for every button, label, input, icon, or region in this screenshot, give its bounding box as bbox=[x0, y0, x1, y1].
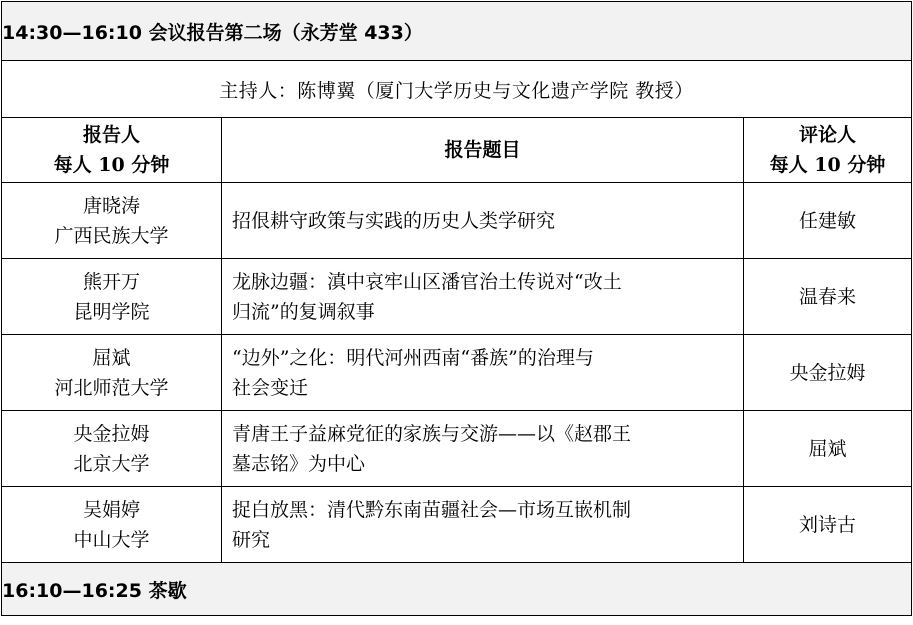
speaker-column-header bbox=[2, 118, 222, 183]
discussant-cell: 刘诗古 bbox=[744, 487, 912, 563]
program-table bbox=[1, 1, 912, 616]
speaker-cell bbox=[2, 335, 222, 411]
speaker-header-duration: 每人 10 分钟 bbox=[53, 154, 170, 176]
talk-row bbox=[2, 259, 912, 335]
speaker-affiliation: 河北师范大学 bbox=[54, 376, 169, 399]
discussant-cell: 央金拉姆 bbox=[744, 335, 912, 411]
break-row bbox=[2, 563, 912, 616]
column-header-row bbox=[2, 118, 912, 183]
chair-row bbox=[2, 61, 912, 118]
talk-title-cell bbox=[222, 183, 744, 259]
speaker-affiliation: 北京大学 bbox=[73, 452, 150, 475]
speaker-affiliation: 广西民族大学 bbox=[54, 224, 169, 247]
talk-title-line: 青唐王子益麻党征的家族与交游——以《赵郡王 bbox=[232, 422, 632, 445]
talk-row bbox=[2, 335, 912, 411]
speaker-affiliation: 中山大学 bbox=[73, 528, 150, 551]
speaker-name: 吴娟婷 bbox=[82, 498, 140, 521]
talk-title-line: 招佷耕守政策与实践的历史人类学研究 bbox=[232, 209, 556, 232]
speaker-cell bbox=[2, 259, 222, 335]
talk-row bbox=[2, 487, 912, 563]
talk-row bbox=[2, 183, 912, 259]
chair-cell: 主持人：陈博翼（厦门大学历史与文化遗产学院 教授） bbox=[2, 61, 912, 118]
talk-title-cell bbox=[222, 259, 744, 335]
topic-column-header: 报告题目 bbox=[222, 118, 744, 183]
speaker-name: 唐晓涛 bbox=[82, 194, 140, 217]
talk-title-cell bbox=[222, 335, 744, 411]
speaker-cell bbox=[2, 487, 222, 563]
break-label: 茶歇 bbox=[148, 579, 187, 602]
discussant-header-label: 评论人 bbox=[798, 124, 856, 146]
discussant-cell: 屈斌 bbox=[744, 411, 912, 487]
discussant-cell: 温春来 bbox=[744, 259, 912, 335]
session-header bbox=[2, 2, 912, 61]
speaker-header-label: 报告人 bbox=[82, 124, 140, 146]
discussant-header-duration: 每人 10 分钟 bbox=[769, 154, 886, 176]
talk-title-line: 归流”的复调叙事 bbox=[232, 300, 375, 323]
speaker-name: 熊开万 bbox=[82, 270, 140, 293]
session-time: 14:30—16:10 bbox=[2, 21, 142, 44]
talk-title-cell bbox=[222, 487, 744, 563]
talk-title-line: 研究 bbox=[232, 528, 271, 551]
speaker-cell bbox=[2, 183, 222, 259]
talk-title-line: 墓志铭》为中心 bbox=[232, 452, 366, 475]
talk-title-cell bbox=[222, 411, 744, 487]
talk-row bbox=[2, 411, 912, 487]
discussant-column-header bbox=[744, 118, 912, 183]
session-header-row bbox=[2, 2, 912, 61]
talk-title-line: 社会变迁 bbox=[232, 376, 309, 399]
break-time: 16:10—16:25 bbox=[2, 579, 142, 602]
discussant-cell: 任建敏 bbox=[744, 183, 912, 259]
speaker-name: 屈斌 bbox=[92, 346, 131, 369]
speaker-cell bbox=[2, 411, 222, 487]
talk-title-line: 捉白放黑：清代黔东南苗疆社会—市场互嵌机制 bbox=[232, 498, 632, 521]
break-cell bbox=[2, 563, 912, 616]
speaker-affiliation: 昆明学院 bbox=[73, 300, 150, 323]
speaker-name: 央金拉姆 bbox=[73, 422, 150, 445]
session-title: 会议报告第二场（永芳堂 433） bbox=[148, 21, 423, 44]
talk-title-line: 龙脉边疆：滇中哀牢山区潘官治土传说对“改土 bbox=[232, 270, 622, 293]
talk-title-line: “边外”之化：明代河州西南“番族”的治理与 bbox=[232, 346, 594, 369]
